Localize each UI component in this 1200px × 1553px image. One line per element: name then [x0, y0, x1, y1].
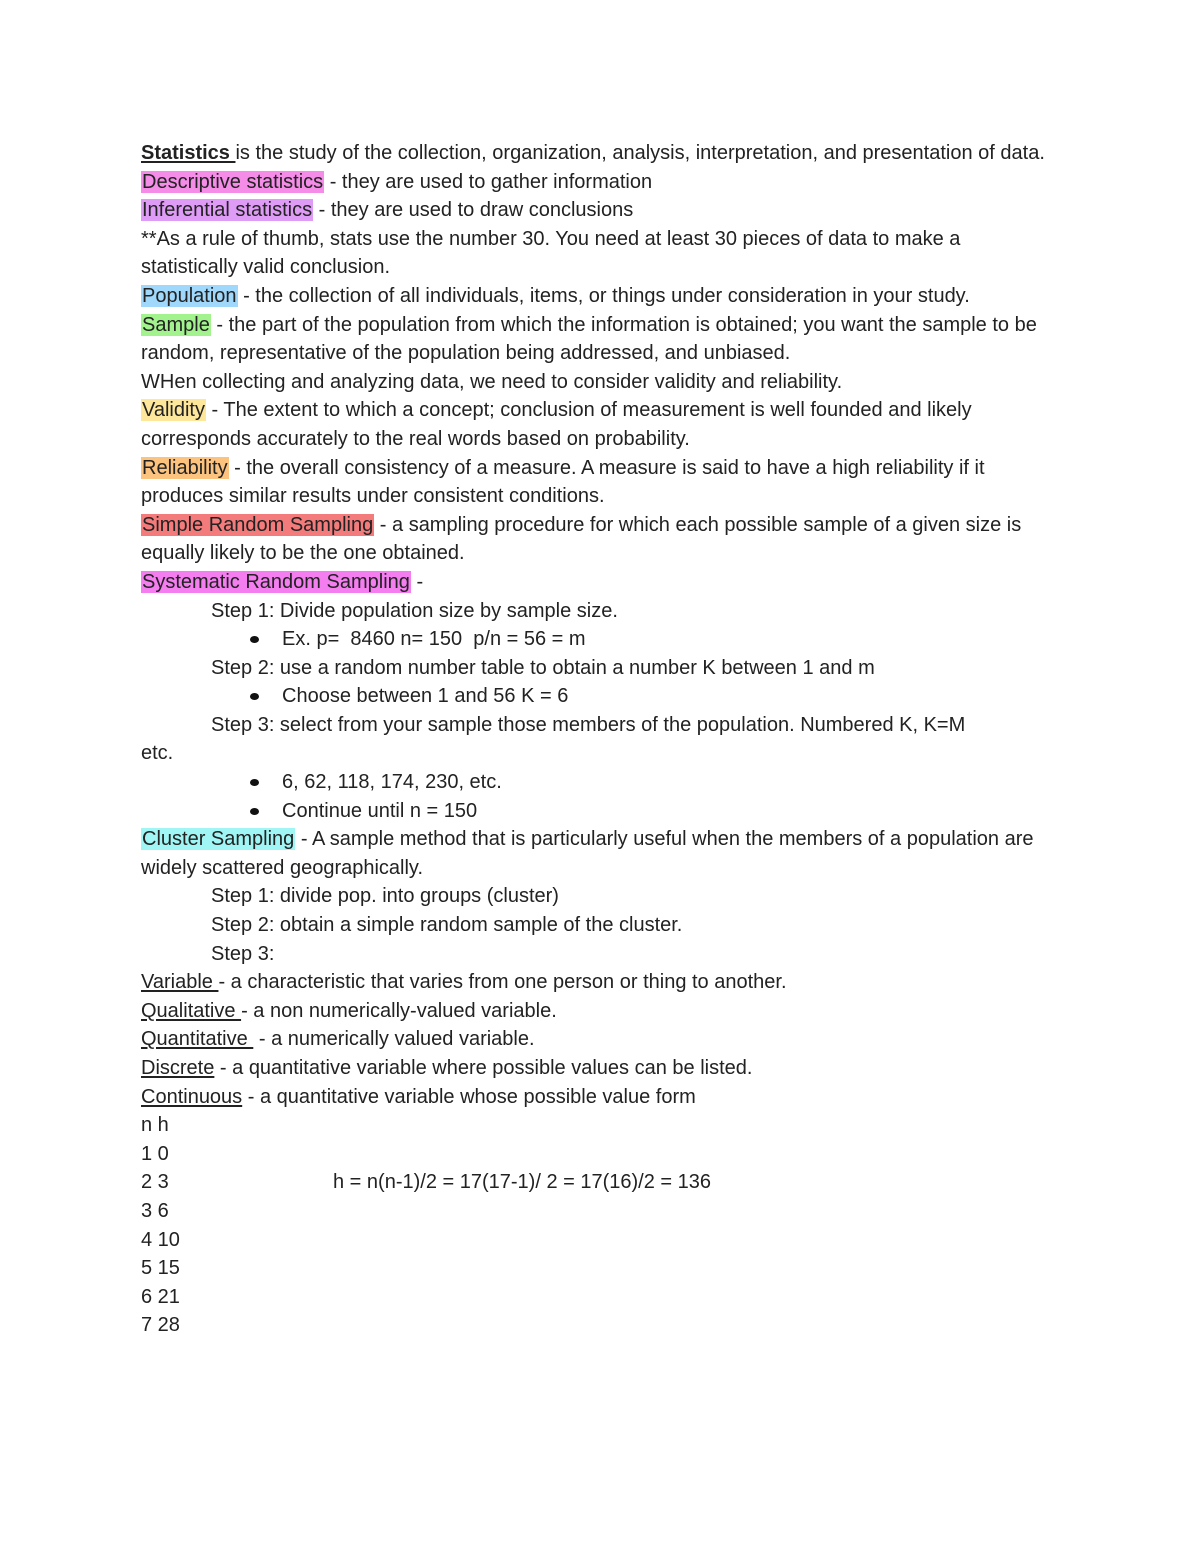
- bullet-text: Choose between 1 and 56 K = 6: [282, 685, 569, 708]
- bullet-text: 6, 62, 118, 174, 230, etc.: [282, 771, 502, 794]
- continuous-definition: [141, 1083, 1061, 1112]
- bullet-text: Ex. p= 8460 n= 150 p/n = 56 = m: [282, 628, 586, 651]
- continuous-text: - a quantitative variable whose possible value form: [242, 1085, 696, 1108]
- systematic-random-sampling-heading: [141, 568, 1061, 597]
- statistics-text: is the study of the collection, organization, analysis, interpretation, and presentation of data.: [235, 142, 1045, 164]
- statistics-definition: [141, 139, 1061, 168]
- sample-text: - the part of the population from which the information is obtained; you want the sample to be random, representative of the population being addressed, and unbiased.: [141, 313, 1043, 365]
- table-row: [141, 1168, 1061, 1197]
- systematic-random-sampling-text: -: [410, 570, 424, 593]
- cluster-step-1: Step 1: divide pop. into groups (cluster): [211, 885, 559, 908]
- descriptive-statistics-definition: [141, 168, 1061, 197]
- variable-text: - a characteristic that varies from one person or thing to another.: [218, 971, 787, 994]
- discrete-text: - a quantitative variable where possible values can be listed.: [214, 1057, 753, 1079]
- list-item: [141, 625, 1061, 654]
- bullet-icon: [250, 693, 259, 700]
- list-item: [141, 797, 1061, 826]
- cluster-sampling-term: Cluster Sampling: [142, 828, 295, 851]
- table-row: 7 28: [141, 1314, 180, 1337]
- descriptive-statistics-term: Descriptive statistics: [142, 170, 324, 193]
- sample-term: Sample: [142, 313, 210, 336]
- table-row: 1 0: [141, 1142, 169, 1165]
- cluster-step-3: Step 3:: [211, 942, 275, 965]
- discrete-term: Discrete: [141, 1057, 215, 1079]
- population-definition: [141, 282, 1061, 311]
- simple-random-sampling-text: - a sampling procedure for which each possible sample of a given size is equally likely to be the one obtained.: [141, 513, 1027, 565]
- qualitative-definition: [141, 997, 1061, 1026]
- population-term: Population: [142, 284, 237, 307]
- qualitative-text: - a non numerically-valued variable.: [241, 999, 557, 1022]
- table-row: 3 6: [141, 1199, 169, 1222]
- discrete-definition: [141, 1054, 1061, 1083]
- inferential-statistics-term: Inferential statistics: [142, 199, 313, 222]
- table-row: 5 15: [141, 1257, 180, 1280]
- bullet-text: Continue until n = 150: [282, 799, 478, 822]
- systematic-step-2: Step 2: use a random number table to obtain a number K between 1 and m: [211, 656, 875, 679]
- sample-definition: [141, 311, 1061, 368]
- cluster-step-2: Step 2: obtain a simple random sample of the cluster.: [211, 914, 683, 937]
- simple-random-sampling-term: Simple Random Sampling: [142, 513, 374, 536]
- systematic-step-3: Step 3: select from your sample those members of the population. Numbered K, K=M: [211, 713, 966, 736]
- table-row: 6 21: [141, 1285, 180, 1308]
- systematic-random-sampling-term: Systematic Random Sampling: [142, 570, 410, 593]
- variable-definition: [141, 968, 1061, 997]
- quantitative-term: Quantitative: [141, 1028, 254, 1051]
- validity-reliability-note: WHen collecting and analyzing data, we need to consider validity and reliability.: [141, 370, 843, 393]
- descriptive-statistics-text: - they are used to gather information: [324, 170, 653, 193]
- cluster-sampling-text: - A sample method that is particularly useful when the members of a population are widely scattered geographically.: [141, 828, 1040, 879]
- table-header: n h: [141, 1114, 169, 1137]
- formula: h = n(n-1)/2 = 17(17-1)/ 2 = 17(16)/2 = 136: [333, 1171, 712, 1194]
- bullet-icon: [250, 636, 259, 643]
- validity-term: Validity: [142, 399, 205, 422]
- table-row-text: 2 3: [141, 1171, 169, 1194]
- inferential-statistics-text: - they are used to draw conclusions: [313, 199, 634, 222]
- list-item: [141, 682, 1061, 711]
- population-text: - the collection of all individuals, items, or things under consideration in your study.: [237, 284, 970, 307]
- bullet-icon: [250, 808, 259, 815]
- rule-of-thumb: **As a rule of thumb, stats use the number 30. You need at least 30 pieces of data to make a statistically valid conclusion.: [141, 227, 966, 279]
- reliability-text: - the overall consistency of a measure. A measure is said to have a high reliability if it produces similar results under consistent conditions.: [141, 456, 991, 508]
- qualitative-term: Qualitative: [141, 999, 242, 1022]
- systematic-step-3-continued: etc.: [141, 742, 174, 765]
- table-row: 4 10: [141, 1228, 180, 1251]
- systematic-step-1: Step 1: Divide population size by sample size.: [211, 599, 618, 622]
- validity-text: - The extent to which a concept; conclusion of measurement is well founded and likely corresponds accurately to the real words based on probability.: [141, 399, 978, 450]
- statistics-term: Statistics: [141, 142, 236, 164]
- document-page: [141, 139, 1061, 1340]
- cluster-sampling-definition: [141, 825, 1061, 882]
- quantitative-definition: [141, 1025, 1061, 1054]
- continuous-term: Continuous: [141, 1085, 243, 1108]
- list-item: [141, 768, 1061, 797]
- variable-term: Variable: [141, 971, 219, 994]
- inferential-statistics-definition: [141, 196, 1061, 225]
- reliability-definition: [141, 454, 1061, 511]
- bullet-icon: [250, 779, 259, 786]
- quantitative-text: - a numerically valued variable.: [253, 1028, 535, 1051]
- simple-random-sampling-definition: [141, 511, 1061, 568]
- reliability-term: Reliability: [142, 456, 228, 479]
- validity-definition: [141, 396, 1061, 453]
